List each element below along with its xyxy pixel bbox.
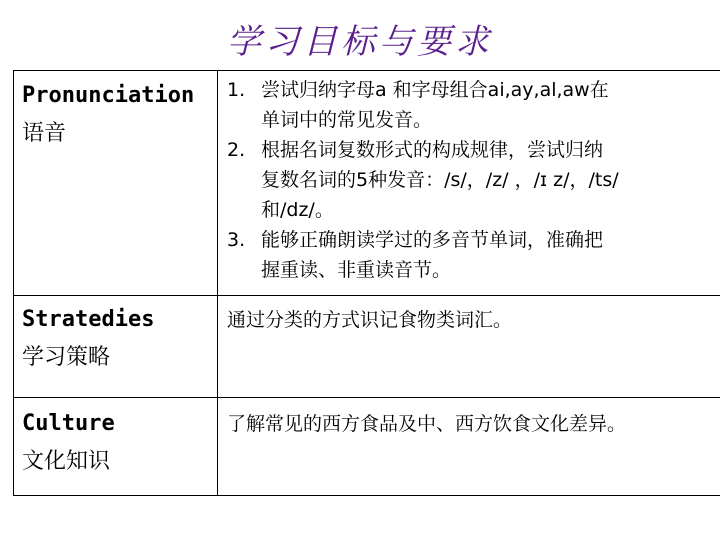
list-item xyxy=(227,75,619,135)
item-line: 复数名词的5种发音：/s/，/z/ ，/ɪ z/，/ts/ xyxy=(261,169,619,191)
column-divider xyxy=(217,71,218,495)
item-line: 握重读、非重读音节。 xyxy=(261,259,452,281)
category-chinese-label: 语音 xyxy=(22,121,67,146)
item-line: 单词中的常见发音。 xyxy=(261,109,433,131)
row-divider-2 xyxy=(14,397,720,398)
category-english-label: Culture xyxy=(22,411,115,436)
item-line: 和/dz/。 xyxy=(261,199,334,221)
item-number: 1. xyxy=(227,79,246,101)
category-strategies xyxy=(22,301,154,377)
item-line: 能够正确朗读学过的多音节单词，准确把 xyxy=(261,229,604,251)
category-chinese-label: 文化知识 xyxy=(22,449,111,474)
item-number: 2. xyxy=(227,139,246,161)
row-divider-1 xyxy=(14,295,720,296)
category-english-label: Pronunciation xyxy=(22,83,195,108)
category-pronunciation xyxy=(22,77,194,153)
category-english-label: Stratedies xyxy=(22,307,155,332)
strategies-content: 通过分类的方式识记食物类词汇。 xyxy=(227,309,513,331)
item-number: 3. xyxy=(227,229,246,251)
item-line: 根据名词复数形式的构成规律，尝试归纳 xyxy=(261,139,604,161)
item-line: 尝试归纳字母a 和字母组合ai,ay,al,aw在 xyxy=(261,79,609,101)
page-title: 学习目标与要求 xyxy=(227,22,493,62)
pronunciation-content xyxy=(227,75,619,285)
goals-table xyxy=(13,70,720,496)
culture-content: 了解常见的西方食品及中、西方饮食文化差异。 xyxy=(227,413,627,435)
list-item xyxy=(227,135,619,225)
category-chinese-label: 学习策略 xyxy=(22,345,111,370)
list-item xyxy=(227,225,619,285)
category-culture xyxy=(22,405,115,481)
